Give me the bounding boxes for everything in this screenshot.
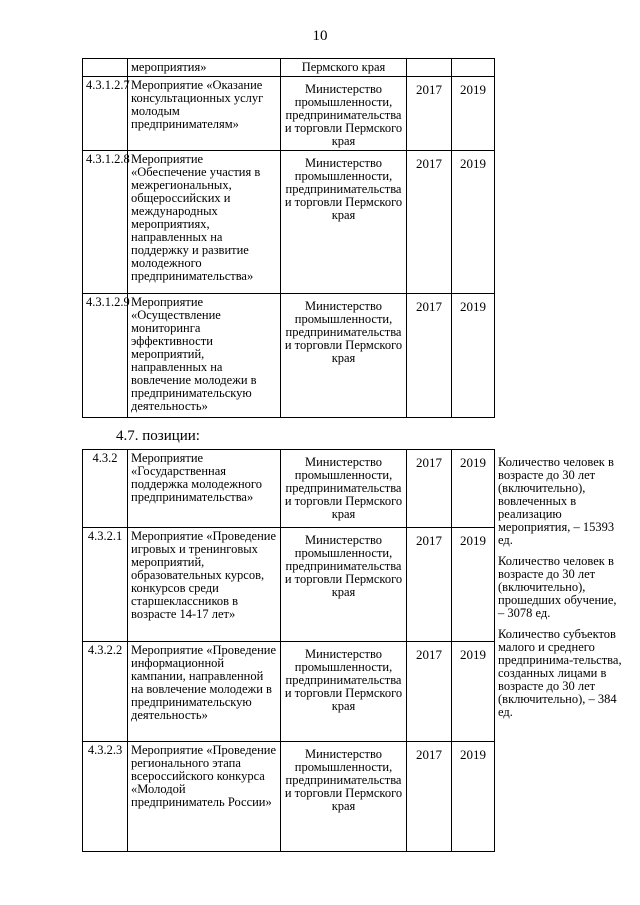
end-year: 2019 [452, 742, 495, 852]
measure-name: мероприятия» [128, 59, 281, 77]
end-year [452, 59, 495, 77]
end-year: 2019 [452, 294, 495, 418]
start-year: 2017 [407, 742, 452, 852]
target-indicator: Количество человек в возрасте до 30 лет (включительно), вовлеченных в реализацию мероприятия, – 15393 ед. [498, 454, 615, 547]
measure-name: Мероприятие «Осуществление мониторинга эффективности мероприятий, направленных на вовлечение молодежи в предпринимательскую деятельность» [128, 294, 281, 418]
continued-measures-table [82, 58, 628, 418]
start-year: 2017 [407, 642, 452, 742]
row-code: 4.3.2 [83, 450, 128, 528]
row-code: 4.3.1.2.9 [83, 294, 128, 418]
row-code: 4.3.2.3 [83, 742, 128, 852]
end-year: 2019 [452, 77, 495, 151]
measure-name: Мероприятие «Проведение игровых и тренинговых мероприятий, образовательных курсов, конкурсов среди старшеклассников в возрасте 14-17 лет» [128, 528, 281, 642]
section-label: 4.7. позиции: [116, 428, 200, 444]
target-indicator: Количество субъектов малого и среднего предпринима-тельства, созданных лицами в возрасте до 30 лет (включительно), – 384 ед. [498, 626, 622, 719]
end-year: 2019 [452, 450, 495, 528]
row-code: 4.3.1.2.7 [83, 77, 128, 151]
responsible-org: Пермского края [281, 59, 407, 77]
start-year: 2017 [407, 294, 452, 418]
measure-name: Мероприятие «Проведение информационной кампании, направленной на вовлечение молодежи в предпринимательскую деятельность» [128, 642, 281, 742]
responsible-org: Министерство промышленности, предпринимательства и торговли Пермского края [281, 151, 407, 294]
target-indicator: Количество человек в возрасте до 30 лет (включительно), прошедших обучение, – 3078 ед. [498, 553, 617, 620]
row-code [83, 59, 128, 77]
row-code: 4.3.2.2 [83, 642, 128, 742]
page-number: 10 [312, 28, 328, 44]
target-indicators-cell [495, 450, 628, 852]
responsible-org: Министерство промышленности, предпринимательства и торговли Пермского края [281, 77, 407, 151]
end-year: 2019 [452, 528, 495, 642]
measure-name: Мероприятие «Государственная поддержка молодежного предпринимательства» [128, 450, 281, 528]
responsible-org: Министерство промышленности, предпринимательства и торговли Пермского края [281, 450, 407, 528]
start-year: 2017 [407, 450, 452, 528]
row-code: 4.3.2.1 [83, 528, 128, 642]
end-year: 2019 [452, 642, 495, 742]
start-year: 2017 [407, 528, 452, 642]
responsible-org: Министерство промышленности, предпринимательства и торговли Пермского края [281, 642, 407, 742]
start-year: 2017 [407, 77, 452, 151]
measure-name: Мероприятие «Проведение регионального этапа всероссийского конкурса «Молодой предприниматель России» [128, 742, 281, 852]
measure-name: Мероприятие «Оказание консультационных услуг молодым предпринимателям» [128, 77, 281, 151]
table-row [83, 450, 628, 528]
measures-table [82, 449, 628, 852]
responsible-org: Министерство промышленности, предпринимательства и торговли Пермского края [281, 294, 407, 418]
responsible-org: Министерство промышленности, предпринимательства и торговли Пермского края [281, 528, 407, 642]
start-year: 2017 [407, 151, 452, 294]
start-year [407, 59, 452, 77]
responsible-org: Министерство промышленности, предпринимательства и торговли Пермского края [281, 742, 407, 852]
results-cell [495, 59, 628, 418]
end-year: 2019 [452, 151, 495, 294]
table-row [83, 59, 628, 77]
measure-name: Мероприятие «Обеспечение участия в межрегиональных, общероссийских и международных мероприятиях, направленных на поддержку и развитие молодежного предпринимательства» [128, 151, 281, 294]
row-code: 4.3.1.2.8 [83, 151, 128, 294]
